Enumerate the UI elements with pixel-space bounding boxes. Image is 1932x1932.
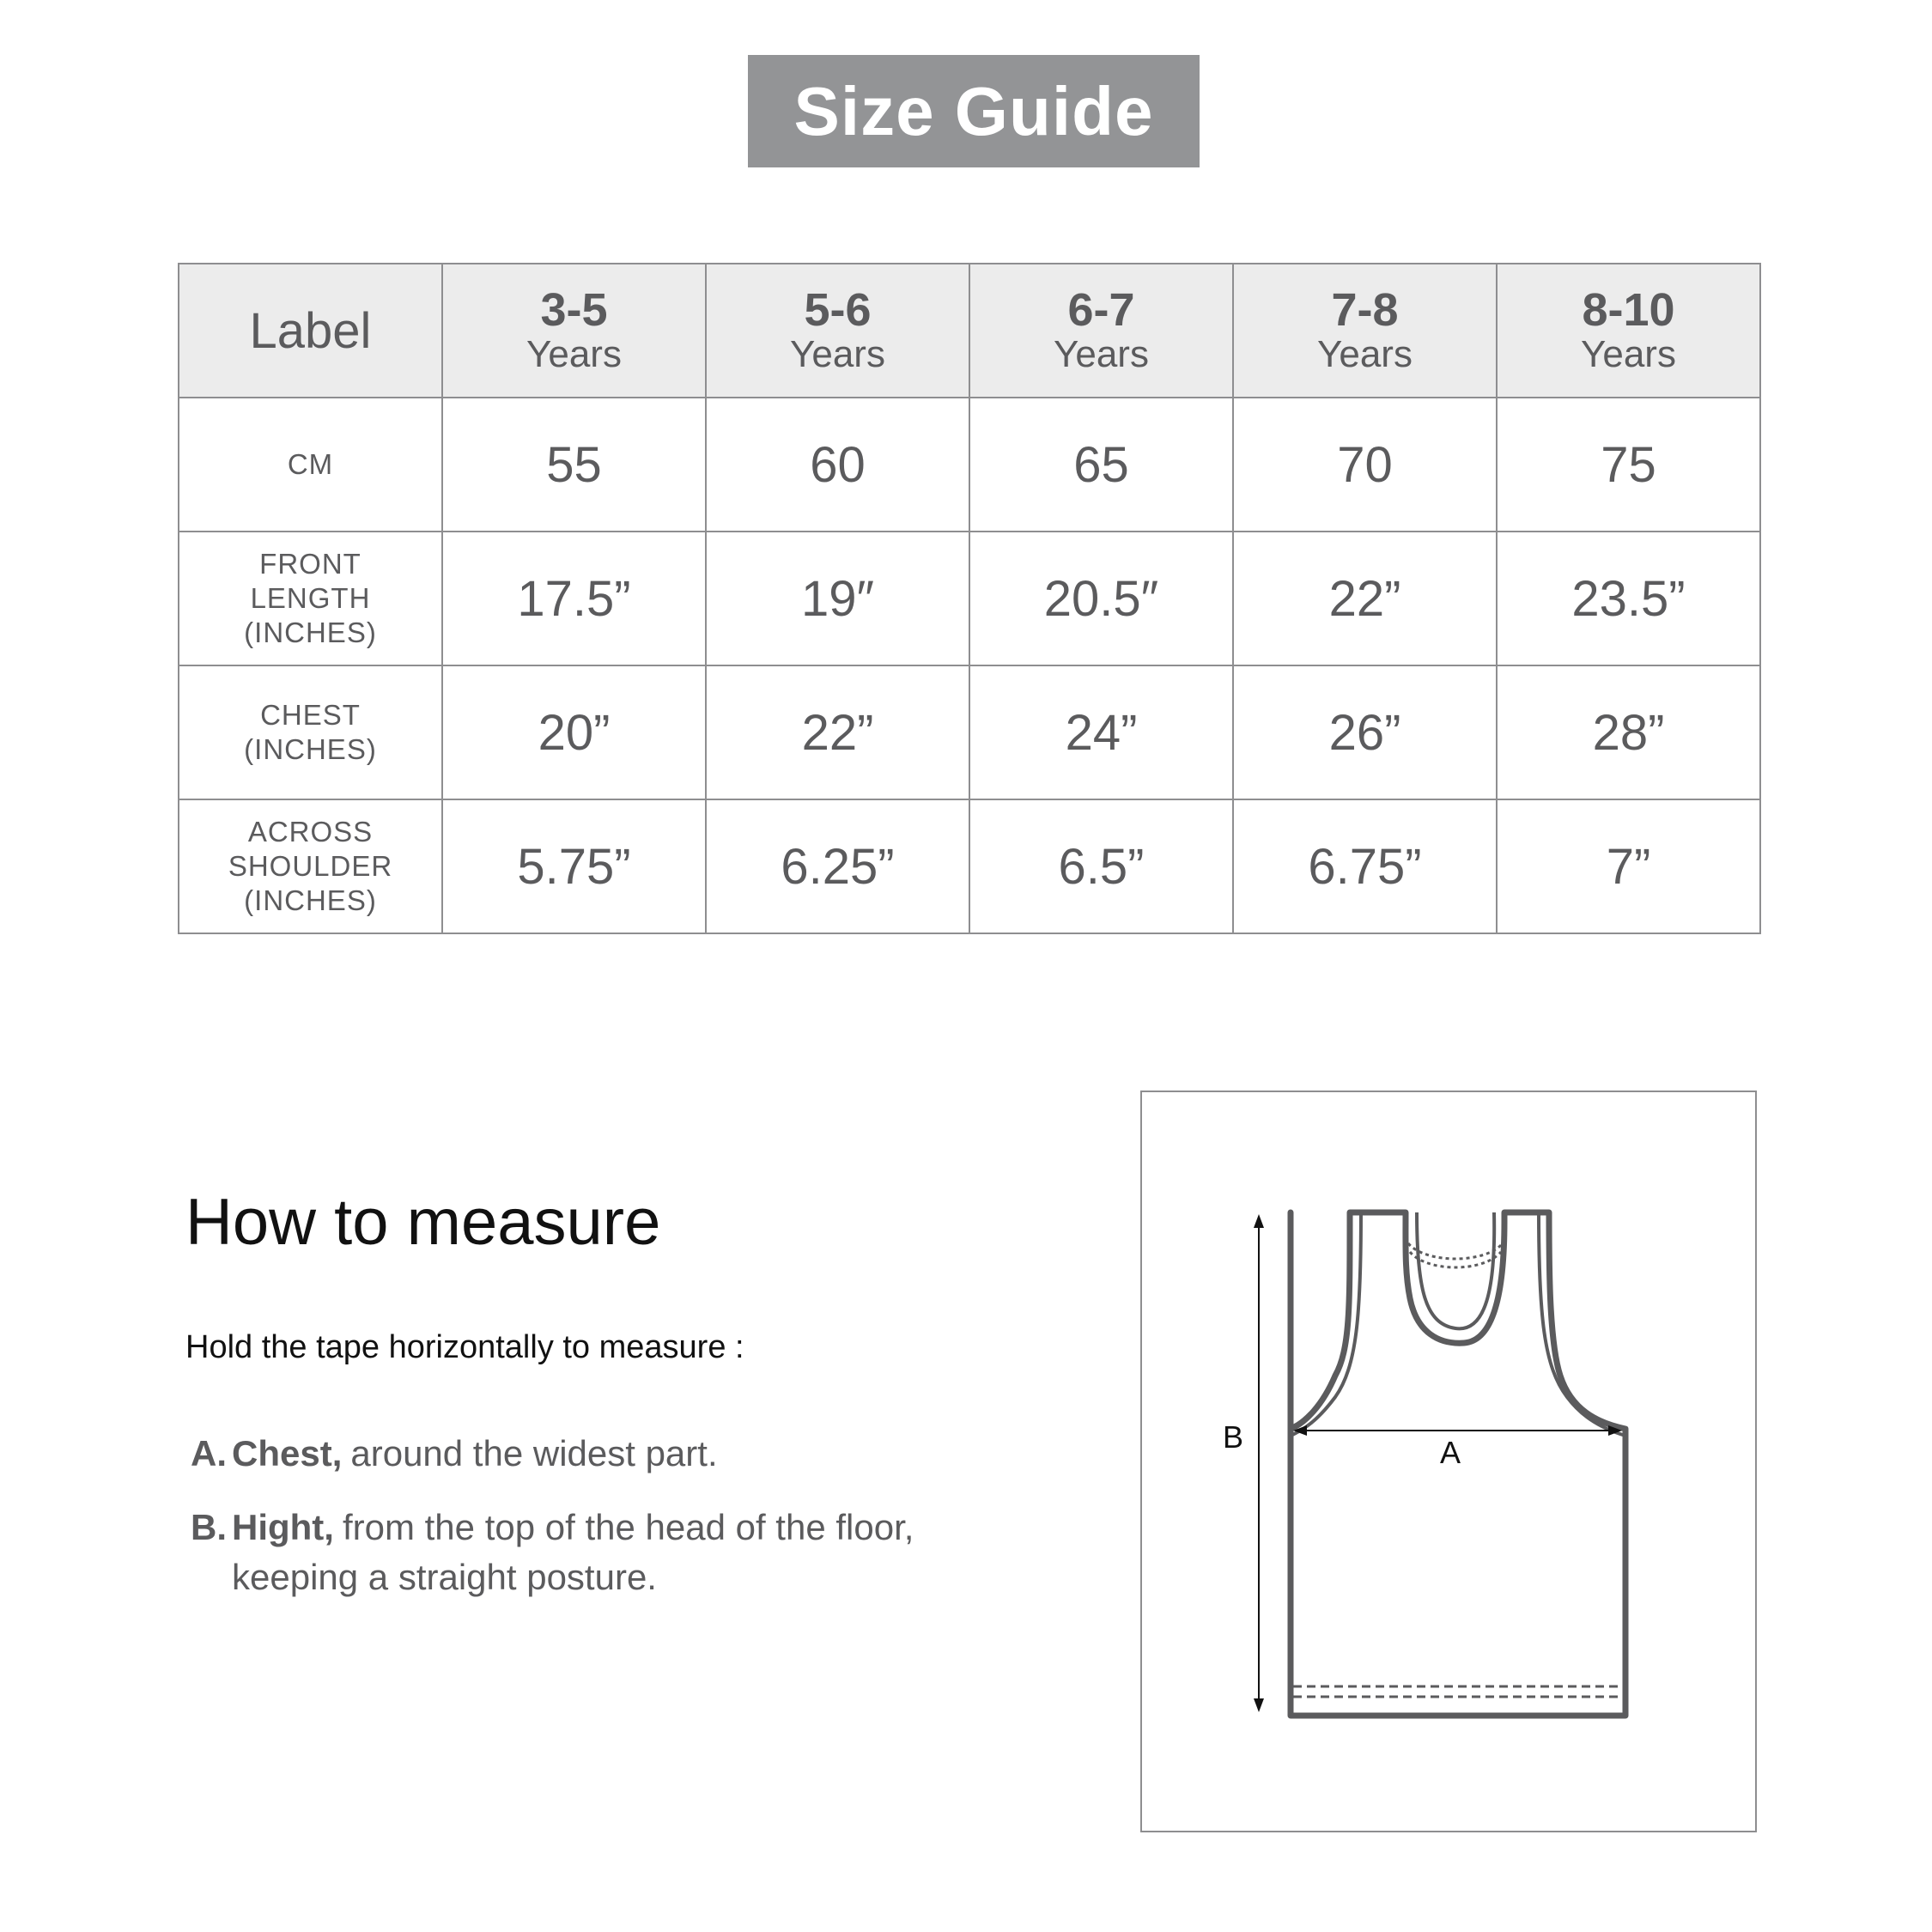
header-age-col: 3-5 Years bbox=[442, 264, 706, 398]
table-row bbox=[179, 799, 1760, 933]
item-term: Hight, bbox=[232, 1507, 334, 1547]
row-label-cell: CHEST (INCHES) bbox=[179, 665, 442, 799]
table-cell: 65 bbox=[969, 398, 1233, 532]
measure-instructions bbox=[191, 1429, 1049, 1626]
item-text: from the top of the head of the floor, keeping a straight posture. bbox=[232, 1507, 914, 1597]
row-label-cell: ACROSS SHOULDER (INCHES) bbox=[179, 799, 442, 933]
label-b: B bbox=[1222, 1419, 1244, 1455]
table-cell: 6.75” bbox=[1233, 799, 1497, 933]
table-cell: 28” bbox=[1497, 665, 1760, 799]
table-row bbox=[179, 665, 1760, 799]
table-cell: 19″ bbox=[706, 532, 969, 665]
header-age-col: 8-10 Years bbox=[1497, 264, 1760, 398]
table-cell: 6.5” bbox=[969, 799, 1233, 933]
page-title: Size Guide bbox=[748, 55, 1200, 167]
header-age-col: 6-7 Years bbox=[969, 264, 1233, 398]
list-item bbox=[191, 1429, 1049, 1479]
table-row bbox=[179, 532, 1760, 665]
header-age-col: 7-8 Years bbox=[1233, 264, 1497, 398]
table-cell: 7” bbox=[1497, 799, 1760, 933]
table-cell: 75 bbox=[1497, 398, 1760, 532]
table-cell: 55 bbox=[442, 398, 706, 532]
table-cell: 26” bbox=[1233, 665, 1497, 799]
table-cell: 60 bbox=[706, 398, 969, 532]
item-marker: A. bbox=[191, 1433, 227, 1473]
how-to-measure-heading: How to measure bbox=[185, 1186, 661, 1259]
how-to-intro: Hold the tape horizontally to measure : bbox=[185, 1329, 744, 1365]
neck-trim-inner bbox=[1417, 1212, 1494, 1328]
table-row bbox=[179, 398, 1760, 532]
item-text: around the widest part. bbox=[350, 1433, 718, 1473]
table-cell: 17.5” bbox=[442, 532, 706, 665]
list-item bbox=[191, 1503, 1049, 1602]
table-cell: 20” bbox=[442, 665, 706, 799]
table-cell: 6.25” bbox=[706, 799, 969, 933]
table-cell: 23.5” bbox=[1497, 532, 1760, 665]
table-header-row bbox=[179, 264, 1760, 398]
table-cell: 22” bbox=[1233, 532, 1497, 665]
label-a: A bbox=[1439, 1435, 1461, 1470]
measurement-diagram bbox=[1140, 1091, 1757, 1832]
arrow-head-up bbox=[1254, 1214, 1264, 1228]
neck-stitch bbox=[1408, 1243, 1503, 1259]
row-label-cell: FRONT LENGTH (INCHES) bbox=[179, 532, 442, 665]
table-cell: 5.75” bbox=[442, 799, 706, 933]
table-cell: 24” bbox=[969, 665, 1233, 799]
header-age-col: 5-6 Years bbox=[706, 264, 969, 398]
item-term: Chest, bbox=[232, 1433, 343, 1473]
arrow-head-down bbox=[1254, 1698, 1264, 1712]
header-label: Label bbox=[179, 264, 442, 398]
table-cell: 70 bbox=[1233, 398, 1497, 532]
table-cell: 20.5″ bbox=[969, 532, 1233, 665]
tank-top-icon bbox=[1142, 1092, 1755, 1831]
table-cell: 22” bbox=[706, 665, 969, 799]
item-marker: B. bbox=[191, 1507, 227, 1547]
size-table bbox=[178, 263, 1761, 934]
row-label-cell: CM bbox=[179, 398, 442, 532]
